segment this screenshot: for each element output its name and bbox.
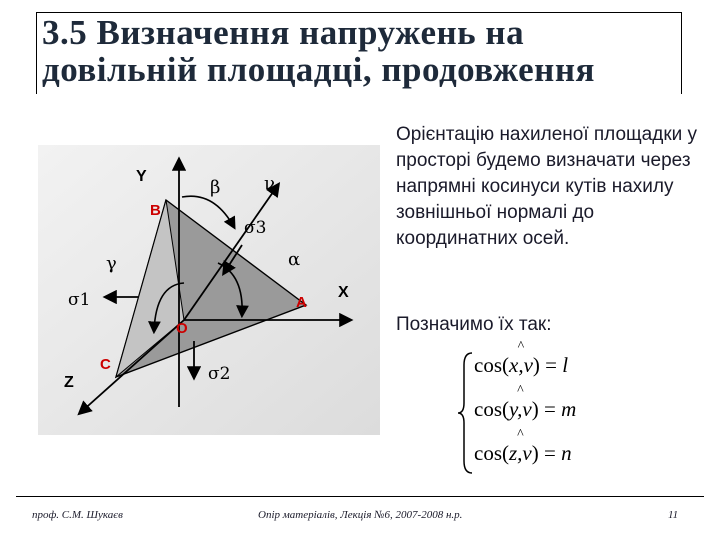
direction-cosines-formulas	[454, 345, 602, 481]
page-number: 11	[668, 509, 679, 521]
label-Y: Y	[136, 168, 147, 185]
label-sigma2: σ2	[208, 364, 231, 384]
label-B: B	[150, 202, 161, 219]
notation-paragraph: Позначимо їх так:	[396, 314, 552, 335]
label-nu: ν	[264, 173, 275, 194]
label-Z: Z	[64, 374, 74, 391]
footer-author: проф. С.М. Шукаєв	[32, 509, 123, 521]
orientation-paragraph: Орієнтацію нахиленої площадки у просторі будемо визначати через напрямні косинуси кутів нахилу зовнішньої нормалі до координатних осей.	[396, 124, 698, 249]
label-sigma1: σ1	[68, 290, 91, 310]
label-sigma3: σ3	[244, 218, 267, 238]
label-O: O	[176, 320, 188, 337]
stress-tetrahedron-figure	[38, 145, 380, 435]
slide-title: 3.5 Визначення напружень на довільній площадці, продовження	[42, 13, 595, 89]
formula-m: cos(^ y,ν) = m	[474, 397, 576, 422]
label-A: A	[296, 294, 307, 311]
label-alpha: α	[288, 249, 301, 270]
label-gamma: γ	[106, 253, 117, 274]
formula-l: cos(^ x,ν) = l	[474, 353, 568, 378]
footer-course: Опір матеріалів, Лекція №6, 2007-2008 н.р.	[258, 509, 463, 521]
formula-n: cos(^ z,ν) = n	[474, 441, 572, 466]
label-X: X	[338, 284, 349, 301]
left-brace	[458, 351, 474, 475]
left-rule	[36, 12, 37, 94]
label-C: C	[100, 356, 111, 373]
bottom-rule	[16, 496, 704, 497]
label-beta: β	[210, 177, 221, 198]
